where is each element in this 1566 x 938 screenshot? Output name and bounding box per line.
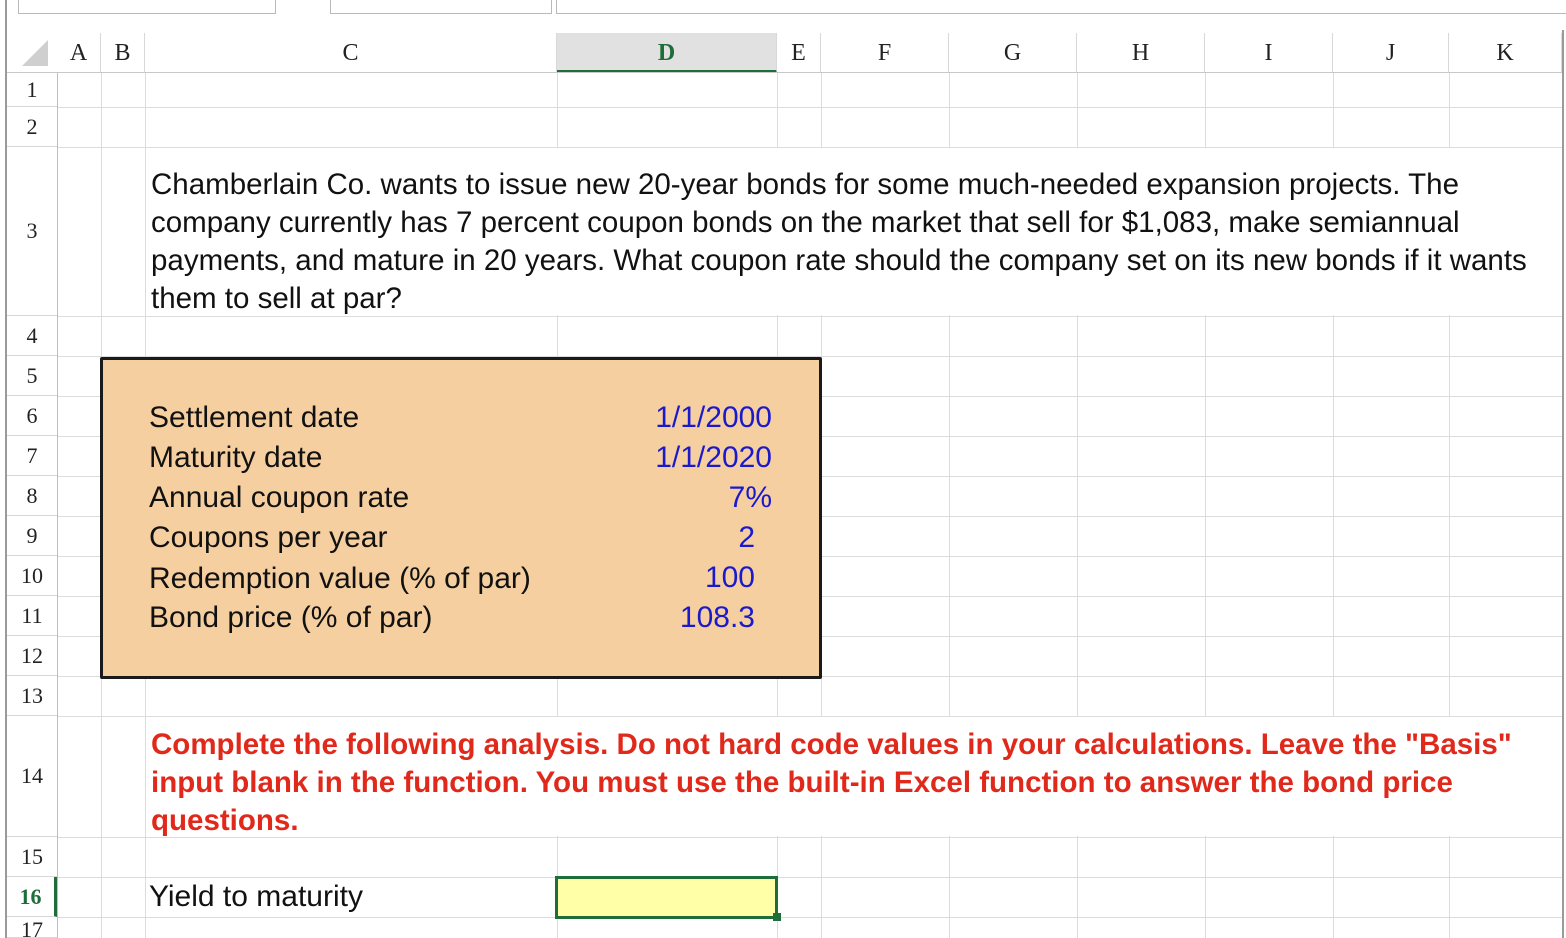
column-header-d[interactable]: D [557,33,777,73]
redemption-value-label[interactable]: Redemption value (% of par) [149,562,531,595]
select-all-corner[interactable] [22,40,48,66]
yield-to-maturity-label[interactable]: Yield to maturity [149,880,363,913]
window-left-edge [0,0,7,938]
formula-toolbar-box[interactable] [330,0,552,14]
maturity-date-label[interactable]: Maturity date [149,441,323,474]
row-header-13[interactable]: 13 [7,676,57,716]
problem-statement: Chamberlain Co. wants to issue new 20-year bonds for some much-needed expansion projects. The company currently has 7 percent coupon bonds on the market that sell for $1,083, make semiannual payments, and mature in 20 years. What coupon rate should the company set on its new bonds if it wants them to sell at par? [151,168,1527,315]
row-header-9[interactable]: 9 [7,516,57,556]
row-header-1[interactable]: 1 [7,73,57,107]
column-header-b[interactable]: B [101,33,145,73]
settlement-date-value[interactable]: 1/1/2000 [655,401,772,434]
column-header-k[interactable]: K [1449,33,1562,73]
fill-handle[interactable] [773,913,781,921]
maturity-date-value[interactable]: 1/1/2020 [655,441,772,474]
gridline-row [57,107,1562,108]
row-header-10[interactable]: 10 [7,556,57,596]
row-header-5[interactable]: 5 [7,356,57,396]
column-header-a[interactable]: A [57,33,101,73]
column-header-c[interactable]: C [145,33,557,73]
column-header-f[interactable]: F [821,33,949,73]
bond-price-value[interactable]: 108.3 [679,601,755,634]
gridline-col [57,73,58,938]
yield-to-maturity-cell[interactable] [555,876,778,919]
column-header-h[interactable]: H [1077,33,1205,73]
row-header-7[interactable]: 7 [7,436,57,476]
row-header-12[interactable]: 12 [7,636,57,676]
name-box[interactable] [18,0,276,14]
coupons-per-year-value[interactable]: 2 [738,521,755,554]
column-header-divider [7,72,1562,73]
row-header-6[interactable]: 6 [7,396,57,436]
annual-coupon-rate-label[interactable]: Annual coupon rate [149,481,410,514]
annual-coupon-rate-value[interactable]: 7% [728,481,772,514]
row-header-11[interactable]: 11 [7,596,57,636]
column-header-g[interactable]: G [949,33,1077,73]
row-header-16[interactable]: 16 [7,877,57,917]
window-right-edge [1562,30,1566,938]
coupons-per-year-label[interactable]: Coupons per year [149,521,388,554]
bond-price-label[interactable]: Bond price (% of par) [149,601,433,634]
column-header-e[interactable]: E [777,33,821,73]
formula-bar[interactable] [556,0,1566,14]
column-header-j[interactable]: J [1333,33,1449,73]
gridline-row [57,917,1562,918]
row-header-8[interactable]: 8 [7,476,57,516]
row-header-14[interactable]: 14 [7,716,57,837]
row-header-3[interactable]: 3 [7,147,57,316]
row-header-2[interactable]: 2 [7,107,57,147]
settlement-date-label[interactable]: Settlement date [149,401,360,434]
row-header-17[interactable]: 17 [7,917,57,938]
column-header-i[interactable]: I [1205,33,1333,73]
row-header-4[interactable]: 4 [7,316,57,356]
redemption-value-value[interactable]: 100 [704,561,755,594]
instructions-text: Complete the following analysis. Do not hard code values in your calculations. Leave the "Basis" input blank in the function. You must use the built-in Excel function to answer the bond price questions. [151,728,1512,837]
row-header-15[interactable]: 15 [7,837,57,877]
